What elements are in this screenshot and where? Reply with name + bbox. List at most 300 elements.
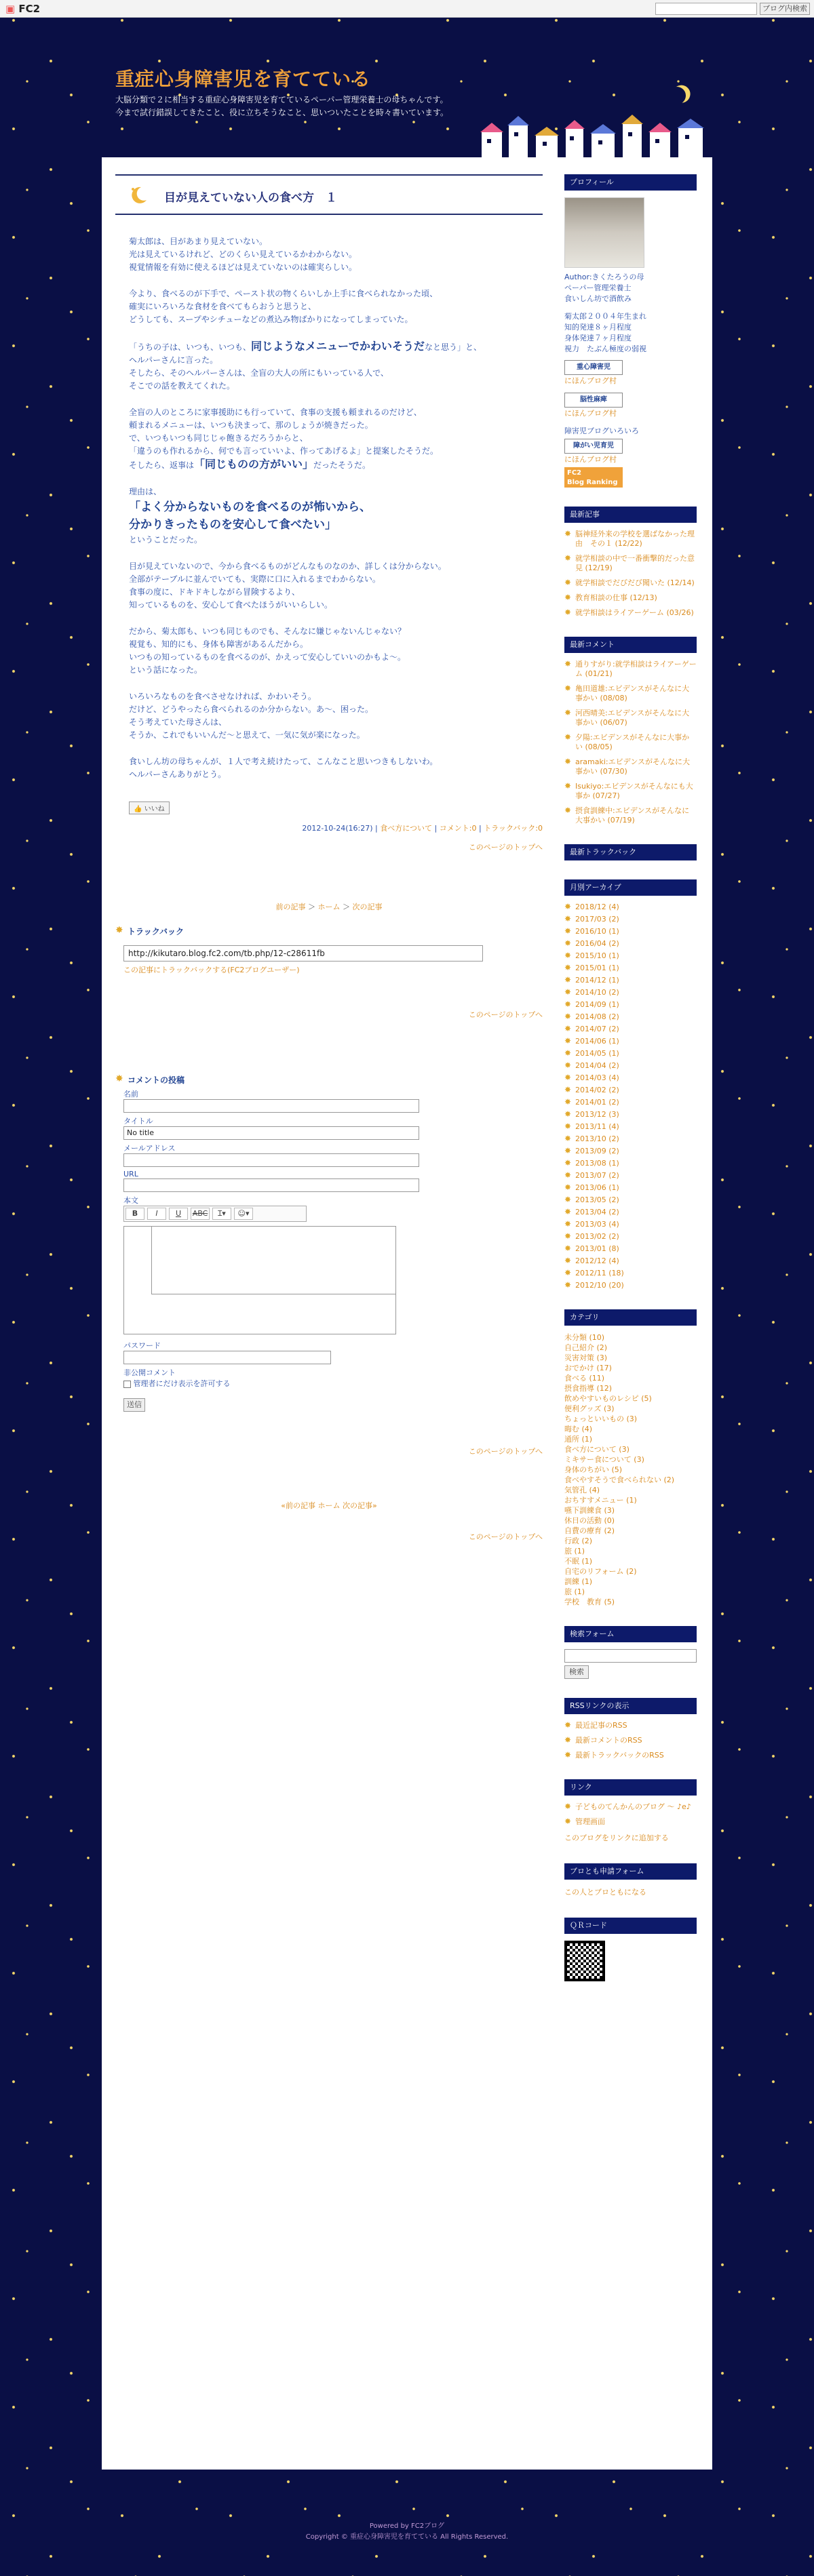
footer: [102, 2521, 712, 2543]
archive-item[interactable]: [564, 1122, 697, 1132]
category-item[interactable]: 自宅のリフォーム (2): [564, 1567, 637, 1576]
category-item[interactable]: 通所 (1): [564, 1435, 593, 1444]
star-icon: ✸: [564, 914, 572, 924]
fc2-logo[interactable]: ▣ FC2: [5, 3, 41, 15]
category-item[interactable]: 摂食指導 (12): [564, 1384, 613, 1393]
star-icon: ✸: [564, 659, 572, 669]
archive-item[interactable]: [564, 1086, 697, 1095]
recent-comments-box: [564, 637, 697, 825]
rss-item[interactable]: [564, 1751, 697, 1760]
text-line: ヘルパーさんに言った。: [129, 355, 218, 365]
blog-search-input[interactable]: [655, 3, 757, 15]
comment-item[interactable]: [564, 733, 697, 752]
entry-pager: [115, 901, 543, 912]
archive-item-label: 2013/08 (1): [575, 1159, 619, 1168]
star-icon: ✸: [564, 593, 572, 602]
profile-line: 菊太郎２００４年生まれ: [564, 312, 646, 321]
text-line: いろいろなものを食べさせなければ、かわいそう。: [129, 692, 317, 701]
title-label: タイトル: [123, 1117, 153, 1126]
star-icon: ✸: [564, 553, 572, 563]
powered-by[interactable]: Powered by FC2ブログ: [369, 2522, 445, 2530]
archive-item-label: 2014/09 (1): [575, 1000, 619, 1009]
recent-trackbacks-box: [564, 844, 697, 860]
star-icon: ✸: [564, 999, 572, 1009]
archive-item[interactable]: [564, 964, 697, 973]
archive-item-label: 2014/04 (2): [575, 1061, 619, 1070]
rss-label: 最近記事のRSS: [575, 1721, 627, 1730]
star-icon: ✸: [564, 1817, 572, 1826]
crescent-moon-icon: [665, 84, 688, 106]
text-line: という話になった。: [129, 665, 203, 675]
bottom-pager: [115, 1500, 543, 1511]
comment-item[interactable]: [564, 782, 697, 801]
strike-button[interactable]: ABC: [191, 1208, 210, 1220]
text-line: 菊太郎は、目があまり見えていない。: [129, 237, 268, 246]
rss-heading: RSSリンクの表示: [564, 1698, 697, 1714]
archive-item[interactable]: [564, 1171, 697, 1181]
comment-item[interactable]: [564, 757, 697, 776]
comment-item[interactable]: [564, 709, 697, 728]
archive-item[interactable]: [564, 1269, 697, 1278]
paragraph: [129, 755, 543, 781]
body-label: 本文: [123, 1196, 138, 1205]
star-icon: ✸: [564, 1735, 572, 1745]
star-icon: ✸: [564, 902, 572, 911]
archive-item[interactable]: [564, 1037, 697, 1046]
archive-item-label: 2013/09 (2): [575, 1147, 619, 1155]
paragraph: [129, 486, 543, 547]
link-item[interactable]: [564, 1802, 697, 1812]
site-title[interactable]: 重症心身障害児を育てている: [115, 68, 372, 90]
star-icon: ✸: [564, 1750, 572, 1760]
home-link[interactable]: ホーム: [317, 903, 341, 911]
entry-comments-link[interactable]: コメント:0: [439, 824, 477, 833]
archive-item-label: 2017/03 (2): [575, 915, 619, 924]
archive-item[interactable]: [564, 951, 697, 961]
text-line: 全部がテーブルに並んでいても、実際に口に入れるまでわからない。: [129, 574, 381, 584]
comment-label: aramaki:エビデンスがそんなに大事かい (07/30): [575, 757, 691, 776]
italic-button[interactable]: I: [147, 1208, 166, 1220]
star-icon: ✸: [564, 1048, 572, 1058]
secret-option: [123, 1378, 543, 1389]
category-item[interactable]: ミキサー食について (3): [564, 1455, 644, 1464]
text-line: 今より、食べるのが下手で、ペースト状の物くらいしか上手に食べられなかった頃、: [129, 289, 438, 298]
archive-item[interactable]: [564, 1061, 697, 1071]
recent-entry-label: 就学相談でだびだび聞いた (12/14): [575, 578, 695, 587]
recent-entry-item[interactable]: [564, 593, 697, 603]
entry-category-link[interactable]: 食べ方について: [380, 824, 433, 833]
star-icon: ✸: [564, 578, 572, 587]
star-icon: ✸: [564, 1195, 572, 1204]
text-line: そう考えていた母さんは、: [129, 717, 227, 727]
recent-entry-item[interactable]: [564, 530, 697, 549]
category-item[interactable]: 食べやすそうで食べられない (2): [564, 1475, 675, 1484]
category-item[interactable]: 晦む (4): [564, 1425, 593, 1433]
trackback-url-field[interactable]: http://kikutaro.blog.fc2.com/tb.php/12-c28611fb: [123, 945, 483, 962]
ranking-banner-2[interactable]: 脳性麻痺: [564, 393, 623, 408]
archive-item[interactable]: [564, 1232, 697, 1242]
comment-label: 通りすがり:就学相談はライアーゲーム (01/21): [575, 660, 697, 678]
recent-comments-heading: 最新コメント: [564, 637, 697, 653]
star-icon: ✸: [564, 1012, 572, 1021]
text-line: 全盲の人のところに家事援助にも行っていて、食事の支援も頼まれるのだけど、: [129, 408, 422, 417]
comment-label: 亀田道雄:エビデンスがそんなに大事かい (08/08): [575, 684, 690, 702]
star-icon: ✸: [564, 975, 572, 985]
editor-toolbar: [123, 1206, 307, 1222]
category-item[interactable]: 学校 教育 (5): [564, 1598, 615, 1606]
star-icon: ✸: [564, 1183, 572, 1192]
recent-entry-label: 就学相談はライアーゲーム (03/26): [575, 608, 694, 617]
archives-box: [564, 879, 697, 1290]
archive-item-label: 2012/12 (4): [575, 1256, 619, 1265]
text-line: ということだった。: [129, 535, 203, 544]
textarea-inner: [151, 1227, 395, 1294]
houses-illustration: [475, 112, 712, 159]
text-line: だから、菊太郎も、いつも同じものでも、そんなに嫌じゃないんじゃない？: [129, 627, 406, 636]
archive-item[interactable]: [564, 1110, 697, 1119]
qr-box: [564, 1918, 697, 1981]
text-line: 視覚も、知的にも、身体も障害があるんだから。: [129, 639, 309, 649]
archive-item-label: 2015/10 (1): [575, 951, 619, 960]
font-color-button[interactable]: Ɪ▾: [212, 1208, 231, 1220]
prev-entry-link[interactable]: «前の記事: [281, 1501, 315, 1510]
secret-checkbox[interactable]: [123, 1381, 131, 1388]
ranking-link-2[interactable]: にほんブログ村: [564, 409, 617, 418]
star-icon: ✸: [564, 938, 572, 948]
archive-list: [564, 903, 697, 1290]
rss-item[interactable]: [564, 1736, 697, 1745]
paragraph: [129, 560, 543, 612]
archive-item[interactable]: [564, 1195, 697, 1205]
archive-item[interactable]: [564, 1012, 697, 1022]
profile-photo: [564, 197, 644, 268]
categories-box: [564, 1309, 697, 1607]
archive-item-label: 2014/06 (1): [575, 1037, 619, 1046]
copyright: Copyright © 重症心身障害児を育てている All Rights Reserved.: [305, 2533, 509, 2541]
entry-header: [115, 174, 543, 215]
add-link-link[interactable]: このブログをリンクに追加する: [564, 1834, 669, 1842]
archive-item-label: 2013/04 (2): [575, 1208, 619, 1216]
recent-entry-item[interactable]: [564, 608, 697, 618]
star-icon: ✸: [115, 1073, 123, 1084]
category-item[interactable]: 自己紹介 (2): [564, 1343, 608, 1352]
text-line: いつもの知っているものを食べるのが、かえって安心していいのかもよ〜。: [129, 652, 406, 662]
rss-label: 最新コメントのRSS: [575, 1736, 642, 1745]
profile-text: [564, 272, 697, 355]
fc2-toolbar: [0, 0, 814, 18]
text-line: ヘルパーさんありがとう。: [129, 770, 227, 779]
archive-item-label: 2014/07 (2): [575, 1025, 619, 1033]
url-label: URL: [123, 1170, 138, 1178]
star-icon: ✸: [564, 757, 572, 766]
category-item[interactable]: 食べ方について (3): [564, 1445, 629, 1454]
comment-label: 摂食訓練中:エビデンスがそんなに大事かい (07/19): [575, 806, 690, 825]
star-icon: ✸: [564, 1036, 572, 1046]
site-description-line: 今まで試行錯誤してきたこと、役に立ちそうなこと、思いついたことを時々書いています。: [115, 108, 449, 117]
text-line: 知っているものを、安心して食べたほうがいいらしい。: [129, 600, 333, 610]
text-line: 頼まれるメニューは、いつも決まって、那のしょうが焼きだった。: [129, 420, 373, 430]
archive-item[interactable]: [564, 1000, 697, 1010]
text-line: なと思う」と、: [425, 342, 482, 352]
star-icon: ✸: [564, 1085, 572, 1094]
entry-date: 2012-10-24(16:27): [302, 824, 373, 833]
name-input[interactable]: [123, 1099, 419, 1113]
emphasis-text: 「同じものの方がいい」: [194, 458, 314, 471]
star-icon: ✸: [564, 806, 572, 815]
emoji-button[interactable]: ☺▾: [234, 1208, 253, 1220]
ranking-text: 障害児ブログいろいろ: [564, 427, 639, 435]
archive-item[interactable]: [564, 1049, 697, 1058]
rss-label: 最新トラックバックのRSS: [575, 1751, 664, 1760]
archive-item[interactable]: [564, 1147, 697, 1156]
category-item[interactable]: 未分類 (10): [564, 1333, 605, 1342]
archive-item-label: 2014/02 (2): [575, 1086, 619, 1094]
archive-item[interactable]: [564, 1208, 697, 1217]
category-item[interactable]: 行政 (2): [564, 1537, 593, 1545]
page-top-link[interactable]: このページのトップへ: [468, 1010, 543, 1019]
pager-separator: ＞: [305, 903, 318, 911]
archive-item-label: 2013/02 (2): [575, 1232, 619, 1241]
comment-body-textarea[interactable]: [123, 1226, 396, 1334]
paragraph: [129, 288, 543, 326]
search-heading: 検索フォーム: [564, 1626, 697, 1642]
ranking-banner-1[interactable]: 重心障害児: [564, 360, 623, 375]
page-top-link[interactable]: このページのトップへ: [468, 1447, 543, 1456]
sidebar-search-input[interactable]: [564, 1649, 697, 1663]
archive-item[interactable]: [564, 1281, 697, 1290]
category-item[interactable]: おでかけ (17): [564, 1364, 612, 1372]
category-item[interactable]: 自費の療育 (2): [564, 1526, 615, 1535]
category-item[interactable]: おちすすメニュー (1): [564, 1496, 637, 1505]
secret-checkbox-label: 管理者にだけ表示を許可する: [133, 1379, 231, 1388]
comment-label: 夕陽:エビデンスがそんなに大事かい (08/05): [575, 733, 690, 751]
text-line: 食事の度に、ドキドキしながら冒険するより、: [129, 587, 301, 597]
paragraph: [129, 340, 543, 393]
star-icon: ✸: [564, 1073, 572, 1082]
archive-item-label: 2016/10 (1): [575, 927, 619, 936]
archive-item[interactable]: [564, 939, 697, 949]
archive-item-label: 2012/11 (18): [575, 1269, 624, 1277]
comment-item[interactable]: [564, 684, 697, 703]
star-icon: ✸: [564, 926, 572, 936]
comment-form-title: コメントの投稿: [128, 1075, 185, 1085]
star-icon: ✸: [564, 732, 572, 742]
main-column: [115, 174, 543, 1542]
next-entry-link[interactable]: 次の記事»: [343, 1501, 377, 1510]
sidebar-search-button[interactable]: 検索: [564, 1665, 589, 1679]
archive-item[interactable]: [564, 1025, 697, 1034]
profile-spacer: [564, 304, 697, 311]
category-item[interactable]: 不眠 (1): [564, 1557, 593, 1566]
entry-footer: 2012-10-24(16:27) | 食べ方について | コメント:0 | トラックバック:0: [302, 824, 543, 833]
blog-search-button[interactable]: ブログ内検索: [760, 3, 810, 15]
link-label: 子どものてんかんのブログ 〜 ♪e♪: [575, 1802, 691, 1811]
password-label: パスワード: [123, 1341, 161, 1350]
archive-item-label: 2013/06 (1): [575, 1183, 619, 1192]
star-icon: ✸: [564, 1207, 572, 1216]
rss-box: [564, 1698, 697, 1760]
text-line: で、いつもいつも同じじゃ飽きるだろうからと、: [129, 433, 308, 443]
archive-item-label: 2013/07 (2): [575, 1171, 619, 1180]
archive-item-label: 2014/08 (2): [575, 1012, 619, 1021]
category-item[interactable]: 訓練 (1): [564, 1577, 593, 1586]
ranking-link-1[interactable]: にほんブログ村: [564, 376, 617, 385]
like-label: いいね: [144, 806, 165, 813]
title-input[interactable]: No title: [123, 1126, 419, 1140]
entry-trackbacks-link[interactable]: トラックバック:0: [484, 824, 543, 833]
profile-line: ペーパー管理栄養士: [564, 283, 632, 292]
category-item[interactable]: 災害対策 (3): [564, 1353, 608, 1362]
submit-button[interactable]: 送信: [123, 1398, 145, 1412]
archive-item[interactable]: [564, 1244, 697, 1254]
underline-button[interactable]: U: [169, 1208, 188, 1220]
archive-item[interactable]: [564, 1159, 697, 1168]
emphasis-text: 分かりきったものを安心して食べたい」: [129, 518, 336, 532]
profile-box: [564, 174, 697, 488]
prev-entry-link[interactable]: 前の記事: [275, 903, 306, 911]
category-item[interactable]: 食べる (11): [564, 1374, 605, 1383]
comment-item[interactable]: [564, 806, 697, 825]
like-button[interactable]: 👍 いいね: [129, 801, 170, 814]
emphasis-text: 「よく分からないものを食べるのが怖いから、: [129, 500, 371, 514]
text-line: そうか、これでもいいんだ〜と思えて、一気に気が楽になった。: [129, 730, 365, 740]
profile-heading: プロフィール: [564, 174, 697, 191]
star-icon: ✸: [564, 1256, 572, 1265]
archives-heading: 月別アーカイブ: [564, 879, 697, 896]
home-link[interactable]: ホーム: [317, 1501, 341, 1510]
search-box: [564, 1626, 697, 1679]
page-top-link[interactable]: このページのトップへ: [468, 1532, 543, 1541]
archive-item[interactable]: [564, 915, 697, 924]
text-line: 理由は、: [129, 487, 162, 496]
category-item[interactable]: 休日の活動 (0): [564, 1516, 615, 1525]
archive-item-label: 2012/10 (20): [575, 1281, 624, 1290]
mail-input[interactable]: [123, 1153, 419, 1167]
category-item[interactable]: 飲めやすいものレシピ (5): [564, 1394, 652, 1403]
profile-line: 知的発達８ヶ月程度: [564, 323, 632, 332]
entry-title[interactable]: 目が見えていない人の食べ方 １: [164, 191, 337, 205]
comment-form: [123, 1088, 543, 1412]
category-list: [564, 1332, 697, 1607]
star-icon: ✸: [564, 608, 572, 617]
archive-item[interactable]: [564, 927, 697, 936]
category-item[interactable]: ちょっといいもの (3): [564, 1414, 638, 1423]
pager-separator: ＞: [340, 903, 353, 911]
bold-button[interactable]: B: [125, 1208, 144, 1220]
star-icon: ✸: [115, 925, 123, 936]
star-icon: ✸: [564, 1024, 572, 1033]
secret-label: 非公開コメント: [123, 1368, 176, 1377]
archive-item[interactable]: [564, 1073, 697, 1083]
star-icon: ✸: [564, 987, 572, 997]
archive-item[interactable]: [564, 1098, 697, 1107]
archive-item-label: 2018/12 (4): [575, 903, 619, 911]
star-icon: ✸: [564, 1280, 572, 1290]
friend-request-link[interactable]: この人とブロともになる: [564, 1888, 646, 1897]
fc2-blog-ranking-banner[interactable]: FC2 Blog Ranking: [564, 467, 623, 488]
qr-heading: ＱＲコード: [564, 1918, 697, 1934]
text-line: 目が見えていないので、今から食べるものがどんなものなのか、詳しくは分からない。: [129, 561, 446, 571]
profile-line: 身体発達７ヶ月程度: [564, 334, 632, 342]
trackback-title: トラックバック: [128, 927, 185, 936]
link-item[interactable]: [564, 1817, 697, 1827]
star-icon: ✸: [564, 683, 572, 693]
category-item[interactable]: 旅 (1): [564, 1547, 585, 1555]
emphasis-text: 同じようなメニューでかわいそうだ: [251, 340, 425, 353]
text-line: 「違うのも作れるから、何でも言っていいよ、作ってあげるよ」と提案したそうだ。: [129, 446, 439, 456]
entry-body: [115, 215, 543, 781]
recent-entry-item[interactable]: [564, 554, 697, 573]
recent-entry-label: 就学相談の中で一番衝撃的だった意見 (12/19): [575, 554, 695, 572]
sidebar: [564, 174, 697, 2000]
rss-item[interactable]: [564, 1721, 697, 1730]
archive-item[interactable]: [564, 976, 697, 985]
paragraph: [129, 690, 543, 742]
archive-item[interactable]: [564, 903, 697, 912]
text-line: 視覚情報を有効に使えるほどは見えていないのは確実らしい。: [129, 262, 357, 272]
text-line: 光は見えているけれど、どのくらい見えているかわからない。: [129, 250, 357, 259]
recent-entry-item[interactable]: [564, 578, 697, 588]
text-line: 食いしん坊の母ちゃんが、１人で考え続けたって、こんなこと思いつきもしないわ。: [129, 757, 438, 766]
category-item[interactable]: 旅 (1): [564, 1587, 585, 1596]
category-item[interactable]: 便利グッズ (3): [564, 1404, 615, 1413]
archive-item[interactable]: [564, 1256, 697, 1266]
comment-label: Isukiyo:エビデンスがそんなにも大事か (07/27): [575, 782, 693, 800]
text-line: そしたら、返事は: [129, 460, 195, 470]
text-line: そこでの話を教えてくれた。: [129, 381, 235, 391]
star-icon: ✸: [564, 1231, 572, 1241]
profile-line: 視力 たぶん極度の弱視: [564, 344, 646, 353]
name-label: 名前: [123, 1090, 138, 1098]
archive-item[interactable]: [564, 1220, 697, 1229]
password-input[interactable]: [123, 1351, 331, 1364]
url-input[interactable]: [123, 1178, 419, 1192]
text-line: 「うちの子は、いつも、いつも、: [129, 342, 252, 352]
star-icon: ✸: [564, 1158, 572, 1168]
text-line: 確実にいろいろな食材を食べてもらおうと思うと、: [129, 302, 317, 311]
star-icon: ✸: [564, 1720, 572, 1730]
paragraph: [129, 406, 543, 472]
star-icon: ✸: [564, 781, 572, 791]
qr-code-image: [564, 1941, 605, 1981]
text-line: だけど、どうやったら食べられるのか分からない。あ〜、困った。: [129, 705, 374, 714]
next-entry-link[interactable]: 次の記事: [352, 903, 383, 911]
recent-entry-label: 脳神経外来の学校を選ばなかった理由 その１ (12/22): [575, 530, 695, 548]
archive-item-label: 2013/01 (8): [575, 1244, 619, 1253]
recent-trackbacks-heading: 最新トラックバック: [564, 844, 697, 860]
archive-item-label: 2016/04 (2): [575, 939, 619, 948]
ranking-banner-3[interactable]: 障がい児育児: [564, 439, 623, 454]
category-item[interactable]: 身体のちがい (5): [564, 1465, 623, 1474]
text-line: だったそうだ。: [313, 460, 371, 470]
ranking-link-3[interactable]: にほんブログ村: [564, 455, 617, 464]
categories-heading: カテゴリ: [564, 1309, 697, 1326]
category-item[interactable]: 気管孔 (4): [564, 1486, 600, 1494]
star-icon: ✸: [564, 1170, 572, 1180]
profile-line: 食いしん坊で酒飲み: [564, 294, 632, 303]
archive-item[interactable]: [564, 988, 697, 997]
star-icon: ✸: [564, 529, 572, 538]
archive-item[interactable]: [564, 1183, 697, 1193]
archive-item[interactable]: [564, 1134, 697, 1144]
star-icon: ✸: [564, 1244, 572, 1253]
category-item[interactable]: 嚥下訓練食 (3): [564, 1506, 615, 1515]
trackback-link[interactable]: この記事にトラックバックする(FC2ブログユーザー): [123, 966, 300, 974]
page-top-link[interactable]: このページのトップへ: [468, 843, 543, 852]
star-icon: ✸: [564, 1097, 572, 1107]
comment-item[interactable]: [564, 660, 697, 679]
content-area: [102, 157, 712, 2470]
